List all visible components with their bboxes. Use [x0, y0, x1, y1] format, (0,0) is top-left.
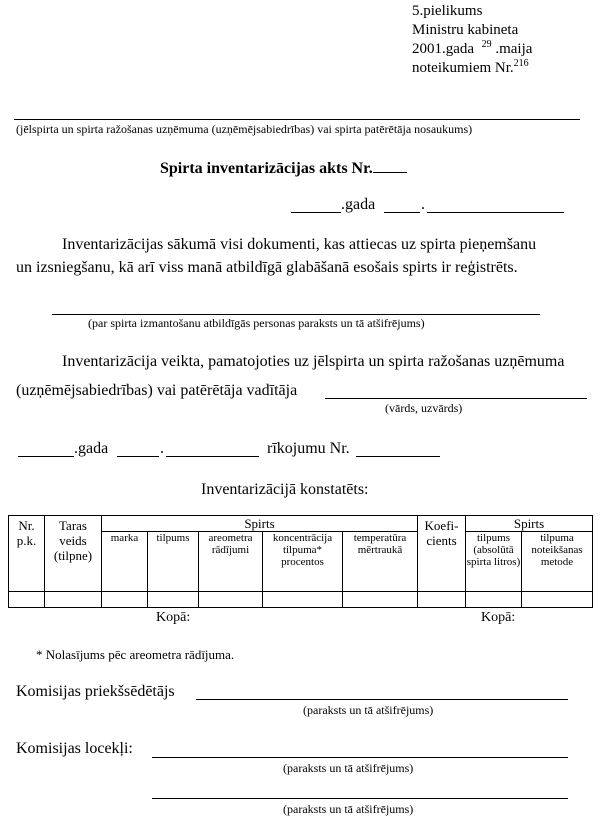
responsible-signature-caption: (par spirta izmantošanu atbildīgās personas paraksts un tā atšifrējums): [88, 316, 425, 330]
col-areometra-header: areometra rādījumi: [199, 532, 263, 592]
paragraph-2-line-1: Inventarizācija veikta, pamatojoties uz jēlspirta un spirta ražošanas uzņēmuma: [62, 353, 565, 370]
paragraph-2-line-2: (uzņēmējsabiedrības) vai patērētāja vadītāja: [16, 382, 298, 399]
paragraph-1-line-1: Inventarizācijas sākumā visi dokumenti, kas attiecas uz spirta pieņemšanu: [62, 236, 537, 253]
table-cell[interactable]: [148, 592, 199, 608]
found-label: Inventarizācijā konstatēts:: [201, 481, 369, 498]
col-koef-header: Koefi- cients: [418, 516, 466, 592]
table-cell[interactable]: [199, 592, 263, 608]
member-1-signature-line: [152, 757, 568, 758]
order-month-line: [166, 456, 259, 457]
paragraph-1-line-2: un izsniegšanu, kā arī viss manā atbildīgā glabāšanā esošais spirts ir reģistrēts.: [16, 259, 518, 276]
table-cell[interactable]: [418, 592, 466, 608]
table-cell[interactable]: [102, 592, 148, 608]
group-spirts-1-header: Spirts: [102, 516, 418, 532]
org-name-line: [14, 119, 580, 120]
table-cell[interactable]: [45, 592, 102, 608]
date-month-line: [427, 212, 564, 213]
table-row: [9, 592, 593, 608]
responsible-signature-line: [52, 314, 540, 315]
col-temperatura-header: temperatūra mērtraukā: [343, 532, 418, 592]
member-2-signature-line: [152, 798, 568, 799]
order-number-line: [356, 456, 440, 457]
manager-name-line: [325, 398, 587, 399]
table-cell[interactable]: [522, 592, 593, 608]
group-spirts-2-header: Spirts: [466, 516, 593, 532]
order-year-line: [18, 456, 74, 457]
inventory-table: [8, 515, 593, 608]
date-day-line: [384, 212, 420, 213]
date-year-line: [291, 212, 341, 213]
member-1-signature-caption: (paraksts un tā atšifrējums): [283, 761, 414, 775]
col-tilpums-header: tilpums: [148, 532, 199, 592]
col-nr-header: Nr. p.k.: [9, 516, 45, 592]
chair-signature-line: [196, 699, 568, 700]
manager-name-caption: (vārds, uzvārds): [385, 401, 463, 415]
chair-label: Komisijas priekšsēdētājs: [16, 683, 175, 700]
table-cell[interactable]: [343, 592, 418, 608]
total-left-label: Kopā:: [156, 610, 191, 625]
table-cell[interactable]: [466, 592, 522, 608]
footnote: * Nolasījums pēc areometra rādījuma.: [36, 647, 235, 662]
order-gada-label: .gada: [74, 440, 109, 457]
order-number-label: rīkojumu Nr.: [267, 440, 350, 457]
org-name-caption: (jēlspirta un spirta ražošanas uzņēmuma (uzņēmējsabiedrības) vai spirta patērētāja nosaukums): [16, 122, 473, 136]
regulation-date: 2001.gada $^{29}$ .maija: [412, 39, 533, 57]
document-title: Spirta inventarizācijas akts Nr.: [160, 159, 407, 178]
chair-signature-caption: (paraksts un tā atšifrējums): [303, 703, 434, 717]
order-day-line: [117, 456, 159, 457]
total-right-label: Kopā:: [481, 610, 516, 625]
cabinet-label: Ministru kabineta: [412, 22, 519, 38]
col-noteiksanas-header: tilpuma noteikšanas metode: [522, 532, 593, 592]
table-cell[interactable]: [9, 592, 45, 608]
table-cell[interactable]: [263, 592, 343, 608]
members-label: Komisijas locekļi:: [16, 740, 133, 757]
date-gada-label: .gada: [341, 196, 376, 213]
col-taras-header: Taras veids (tilpne): [45, 516, 102, 592]
regulation-number-value: 216: [513, 58, 529, 69]
regulation-number: noteikumiem Nr.$^{216}$: [412, 58, 529, 76]
order-dot: .: [160, 440, 164, 457]
col-tilpums-abs-header: tilpums (absolūtā spirta litros): [466, 532, 522, 592]
member-2-signature-caption: (paraksts un tā atšifrējums): [283, 802, 414, 816]
date-dot: .: [421, 196, 425, 213]
col-koncentracija-header: koncentrācija tilpuma* procentos: [263, 532, 343, 592]
col-marka-header: marka: [102, 532, 148, 592]
regulation-day: 29: [481, 39, 492, 50]
annex-number: 5.pielikums: [412, 3, 483, 19]
